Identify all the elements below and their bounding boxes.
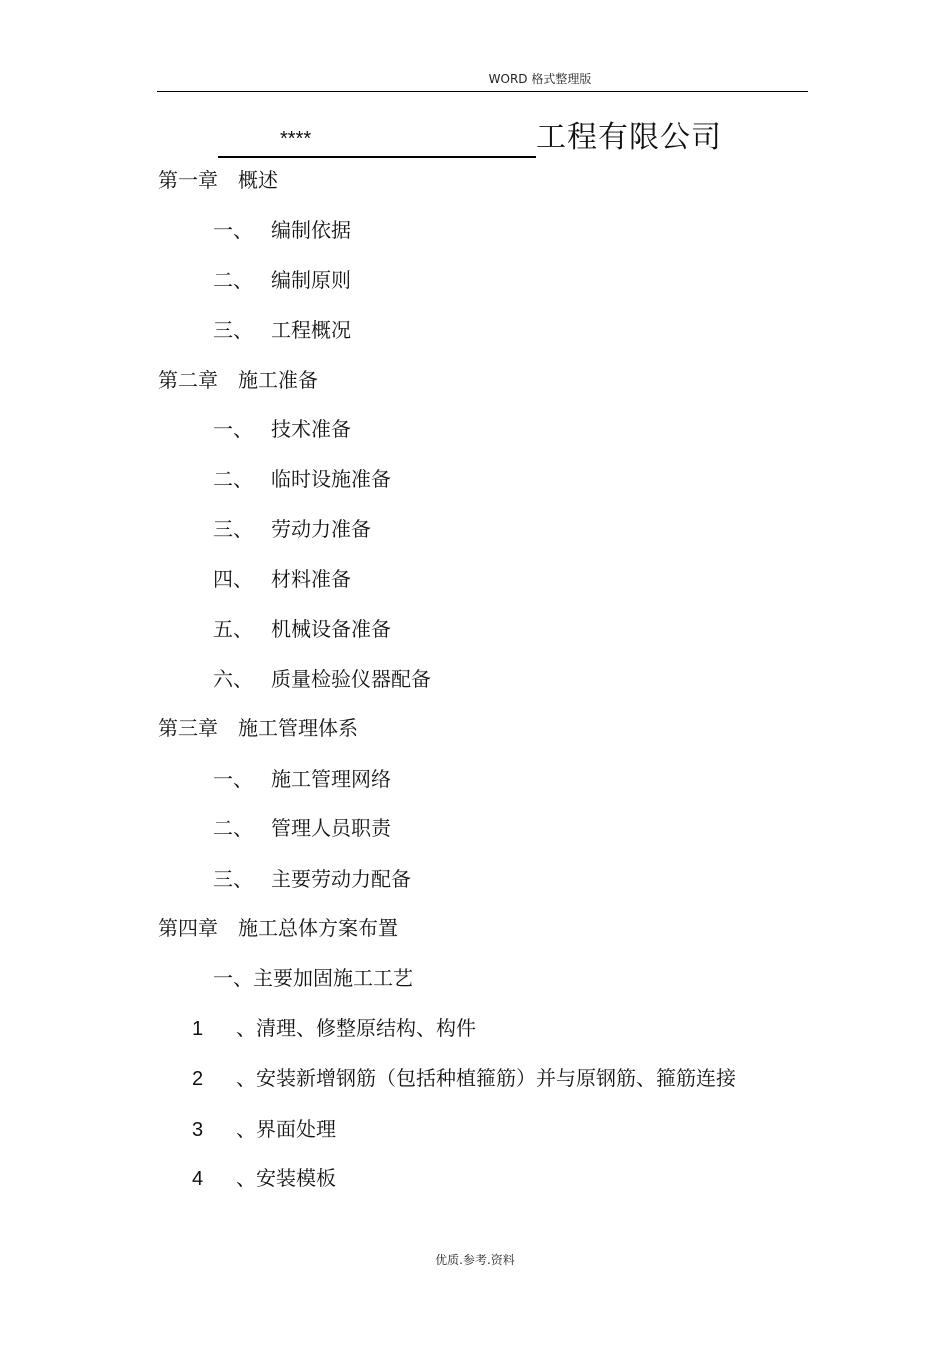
- header-rule: [157, 91, 808, 92]
- toc-text: 施工总体方案布置: [238, 916, 398, 940]
- toc-chapter: [158, 716, 358, 740]
- toc-text: 主要加固施工工艺: [253, 966, 413, 990]
- toc-number: 三、: [213, 517, 253, 541]
- toc-number: 二、: [213, 268, 253, 292]
- toc-section: [213, 268, 351, 292]
- toc-text: 质量检验仪器配备: [271, 667, 431, 691]
- toc-number: 3: [192, 1119, 204, 1141]
- toc-number: 五、: [213, 617, 253, 641]
- toc-text: 技术准备: [271, 417, 351, 441]
- toc-number: 四、: [213, 567, 253, 591]
- toc-section: [213, 867, 411, 891]
- toc-text: 编制原则: [271, 268, 351, 292]
- toc-section: [213, 667, 431, 691]
- toc-chapter: [158, 168, 278, 192]
- toc-number: 1: [192, 1018, 204, 1040]
- toc-section: [213, 218, 351, 242]
- toc-section: [213, 467, 391, 491]
- toc-number: 一、: [213, 966, 253, 990]
- title-suffix: 工程有限公司: [536, 120, 722, 155]
- toc-step: [192, 1117, 336, 1142]
- toc-section: [213, 767, 391, 791]
- toc-number: 一、: [213, 767, 253, 791]
- toc-number: 三、: [213, 867, 253, 891]
- toc-step: [192, 1066, 736, 1091]
- toc-text: 主要劳动力配备: [271, 867, 411, 891]
- header-text: WORD 格式整理版: [488, 72, 592, 86]
- toc-text: 材料准备: [271, 567, 351, 591]
- toc-chapter: [158, 916, 398, 940]
- toc-number: 三、: [213, 318, 253, 342]
- toc-text: 施工管理网络: [271, 767, 391, 791]
- toc-text: 、清理、修整原结构、构件: [236, 1016, 476, 1040]
- toc-number: 一、: [213, 218, 253, 242]
- page-footer: 优质.参考.资料: [435, 1253, 515, 1267]
- toc-text: 机械设备准备: [271, 617, 391, 641]
- toc-section: [213, 417, 351, 441]
- document-title: [218, 118, 722, 158]
- toc-number: 六、: [213, 667, 253, 691]
- toc-number: 第二章: [158, 368, 218, 392]
- toc-step: [192, 1166, 336, 1191]
- toc-text: 施工准备: [238, 368, 318, 392]
- toc-text: 施工管理体系: [238, 716, 358, 740]
- title-blank-underline: [218, 122, 536, 158]
- toc-text: 工程概况: [271, 318, 351, 342]
- toc-text: 临时设施准备: [271, 467, 391, 491]
- toc-number: 二、: [213, 816, 253, 840]
- toc-text: 、安装新增钢筋（包括种植箍筋）并与原钢筋、箍筋连接: [236, 1066, 736, 1090]
- toc-text: 劳动力准备: [271, 517, 371, 541]
- toc-section: [213, 318, 351, 342]
- toc-text: 、界面处理: [236, 1117, 336, 1141]
- toc-number: 4: [192, 1168, 204, 1190]
- toc-section: [213, 816, 391, 840]
- toc-number: 二、: [213, 467, 253, 491]
- toc-number: 一、: [213, 417, 253, 441]
- toc-chapter: [158, 368, 318, 392]
- toc-text: 、安装模板: [236, 1166, 336, 1190]
- toc-section: [213, 567, 351, 591]
- toc-section: [213, 517, 371, 541]
- title-stars: ****: [280, 128, 312, 150]
- toc-step: [192, 1016, 476, 1041]
- toc-text: 管理人员职责: [271, 816, 391, 840]
- toc-number: 第三章: [158, 716, 218, 740]
- toc-number: 第一章: [158, 168, 218, 192]
- toc-number: 2: [192, 1068, 204, 1090]
- toc-text: 概述: [238, 168, 278, 192]
- toc-number: 第四章: [158, 916, 218, 940]
- toc-text: 编制依据: [271, 218, 351, 242]
- toc-section: [213, 966, 413, 990]
- toc-section: [213, 617, 391, 641]
